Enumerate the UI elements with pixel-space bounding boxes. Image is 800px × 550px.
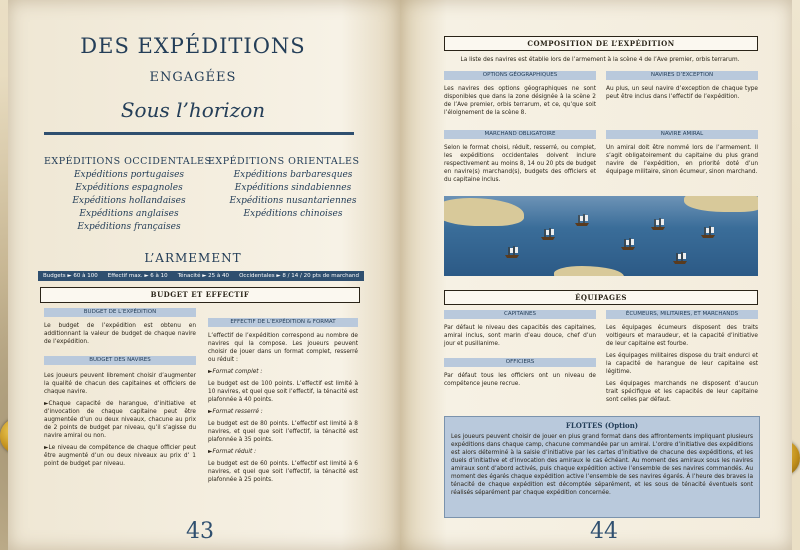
options-header: OPTIONS GÉOGRAPHIQUES [444,71,596,80]
options-text: Les navires des options géographiques ne sont disponibles que dans la zone désignée à la scène 2 de l’Ave premier, orbis terrarum, et ce, qu’que soit l’éloignement de la scène 8. [444,86,596,116]
page-title: DES EXPÉDITIONS [80,34,306,58]
page-tagline: Sous l’horizon [120,98,266,122]
amiral-text: Un amiral doit être nommé lors de l’armement. Il s’agit obligatoirement du capitaine du plus grand navire de l’expédition, en priorité doté d’un équipage militaire, sinon écumeur, sinon marchand. [606,145,758,175]
exception-text: Au plus, un seul navire d’exception de chaque type peut être inclus dans l’effectif de l’expédition. [606,86,758,100]
occidentales-list [44,156,214,234]
armement-heading: L’ARMEMENT [144,251,242,265]
officiers-header: OFFICIERS [444,358,596,367]
ecumeurs-header: ÉCUMEURS, MILITAIRES, ET MARCHANDS [606,310,758,319]
title-rule [44,132,354,135]
paragraph: ►Chaque capacité de harangue, d’initiative et d’invocation de chaque capitaine peut être augmentée d’un ou deux niveaux, chacune au prix de 2 points de budget par niveau, qu’il s’agisse du navire amiral ou non. [44,401,196,439]
orientales-heading: EXPÉDITIONS ORIENTALES [208,156,360,167]
marchand-text: Selon le format choisi, réduit, resserré, ou complet, les expéditions occidentales doivent inclure respectivement au moins 8, 14 ou 20 pts de budget en navire(s) marchand(s), budgets des officiers et du capitaine inclus. [444,145,596,183]
list-item: Expéditions françaises [77,222,181,232]
stats-bar [38,271,364,281]
composition-intro: La liste des navires est établie lors de l’armement à la scène 4 de l’Ave premier, orbis terrarum. [460,57,740,63]
list-item: Expéditions barbaresques [233,170,353,180]
amiral-header: NAVIRE AMIRAL [606,130,758,139]
flottes-title: FLOTTES (Option) [565,421,639,430]
list-item: Expéditions hollandaises [72,196,186,206]
exception-header: NAVIRES D’EXCEPTION [606,71,758,80]
occidentales-heading: EXPÉDITIONS OCCIDENTALES [44,156,212,167]
ship-icon [504,246,520,258]
island [684,196,758,212]
stat-effectif: Effectif max. ► 6 à 10 [107,273,168,279]
ship-icon [650,218,666,230]
paragraph: Le budget est de 60 points. L’effectif est limité à 6 navires, et quel que soit l’effectif, la ténacité est plafonnée à 25 points. [208,461,358,483]
list-item: Expéditions anglaises [79,209,179,219]
list-item: Expéditions sindabiennes [234,183,352,193]
marchand-header: MARCHAND OBLIGATOIRE [444,130,596,139]
list-item: Expéditions chinoises [243,209,343,219]
ship-icon [540,228,556,240]
page-44 [400,0,792,550]
paragraph: Les joueurs peuvent librement choisir d’augmenter la qualité de chacun des capitaines et officiers de chaque navire. [44,373,196,395]
flottes-option-box [444,416,760,518]
stat-occidentales: Occidentales ► 8 / 14 / 20 pts de marchand [239,273,359,279]
list-item: Expéditions portugaises [73,170,185,180]
island [554,266,624,276]
list-item: Expéditions nusantariennes [229,196,357,206]
ship-icon [672,252,688,264]
paragraph: Les équipages militaires dispose du trait endurci et la capacité de harangue de leur capitaine est légitime. [606,353,758,375]
officiers-text: Par défaut tous les officiers ont un niveau de compétence jeune recrue. [444,373,596,387]
stat-tenacite: Ténacité ► 25 à 40 [177,273,230,279]
capitaines-text: Par défaut le niveau des capacités des capitaines, amiral inclus, sont marin d’eau douce, chef d’un jour et pusillanime. [444,325,596,347]
budget-expedition-text: Le budget de l’expédition est obtenu en additionnant la valeur de budget de chaque navire de l’expédition. [44,323,196,345]
composition-box: COMPOSITION DE L’EXPÉDITION [444,36,758,51]
paragraph: ►Le niveau de compétence de chaque officier peut être augmenté d’un ou deux niveaux au prix d’ 1 point de budget par niveau. [44,445,196,467]
paragraph: Les équipages écumeurs disposent des traits voltigeurs et maraudeur, et la capacité d’initiative de leur capitaine est fourbe. [606,325,758,347]
list-item: Expéditions espagnoles [75,183,183,193]
budget-expedition-header: BUDGET DE L’EXPÉDITION [44,308,196,317]
paragraph: ►Format réduit : [208,449,257,455]
budget-navires-header: BUDGET DES NAVIRES [44,356,196,365]
paragraph: Le budget est de 100 points. L’effectif est limité à 10 navires, et quel que soit l’effectif, la ténacité est plafonnée à 40 points. [208,381,358,403]
page-number: 44 [590,519,618,544]
ship-icon [620,238,636,250]
paragraph: ►Format resserré : [208,409,263,415]
flottes-text: Les joueurs peuvent choisir de jouer en plus grand format dans des affrontements impliquant plusieurs expéditions dans chaque camp, chacune commandée par un amiral. L’ordre d’initiative des expéditions est alors déterminé à la saisie d’initiative par les cartes d’initiative de chacune des expéditions, et les duels d’initiative et d’invocation des amiraux le cas échéant. Au moment des amiraux sous les navires amiraux sont d’abord activés, puis chaque expédition active l’ensemble de ses navires commandés. Au moment des égarés chaque expédition active l’ensemble de ses navires égarés. À l’heure des braves la ténacité de chaque expédition est décomptée séparément, et les sous de ténacité éventuels sont réalisés séparément par chaque expédition concernée. [451,434,753,496]
budget-effectif-box: BUDGET ET EFFECTIF [40,287,360,303]
page-subtitle: ENGAGÉES [149,70,237,85]
format-text [208,332,358,488]
ship-icon [700,226,716,238]
island [444,198,524,226]
page-43 [8,0,400,550]
format-header: EFFECTIF DE L’EXPÉDITION & FORMAT [208,318,358,327]
paragraph: Le budget est de 80 points. L’effectif est limité à 8 navires, et quel que soit l’effectif, la ténacité est plafonnée à 35 points. [208,421,358,443]
orientales-list [208,156,378,221]
budget-navires-text [44,372,196,472]
equipages-box: ÉQUIPAGES [444,290,758,305]
paragraph: Les équipages marchands ne disposent d’aucun trait spécifique et les capacités de leur capitaine sont celles par défaut. [606,381,758,403]
page-number: 43 [186,519,214,544]
ship-icon [574,214,590,226]
miniature-photo [444,196,758,276]
stat-budget: Budgets ► 60 à 100 [43,273,98,279]
ecumeurs-text [606,324,758,408]
paragraph: ►Format complet : [208,369,263,375]
capitaines-header: CAPITAINES [444,310,596,319]
paragraph: L’effectif de l’expédition correspond au nombre de navires qui la compose. Les joueurs peuvent choisir de jouer dans un format complet, resserré ou réduit : [208,333,358,363]
